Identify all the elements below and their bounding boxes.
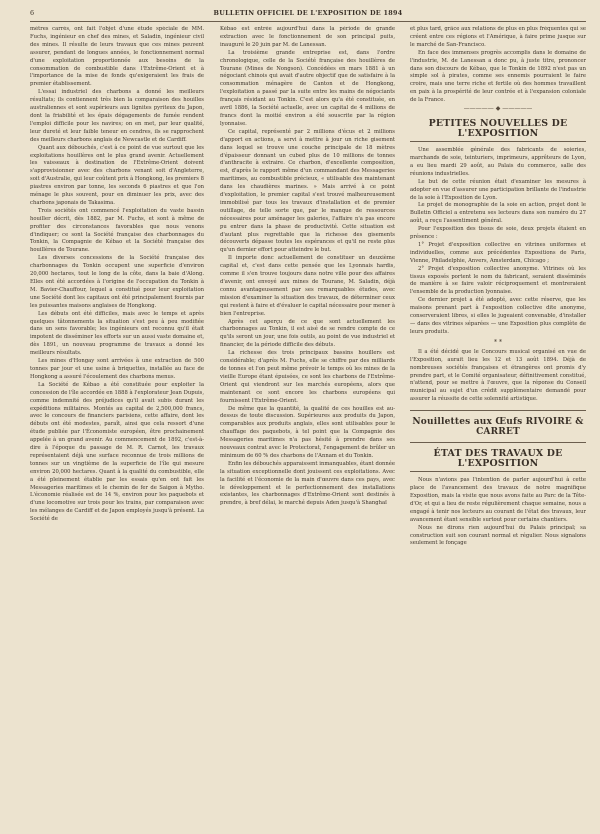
paragraph: Kébao est entrée aujourd'hui dans la période de grande extraction avec le fonctionnement de son principal puits, inauguré le 20 juin par M. de Lanessan. bbox=[220, 26, 395, 48]
paragraph: Les diverses concessions de la Société française des charbonnages du Tonkin occupent une superficie d'environ 20,000 hectares, tout le long de la côte, dans la baie d'Along. Elles ont été accordées à l'origine de l'occupation du Tonkin à M. Bavier-Chauffour, lequel a constitué pour leur exploitation une Société dont les capitaux ont été principalement fournis par les puissantes maisons anglaises de Hongkong. bbox=[30, 255, 204, 309]
paragraph: L'essai industriel des charbons a donné les meilleurs résultats; ils contiennent très bien la comparaison des houilles australiennes et sont supérieurs aux lignites pyriteux du Japon, dont la friabilité et les épais dégagements de fumée rendent l'emploi difficile pour les navires; on en met, par leur qualité, leur dureté et leur faible teneur en cendres, ils se rapprochent des meilleurs charbons anglais de Newcastle et de Cardiff. bbox=[30, 89, 204, 143]
paragraph: Une assemblée générale des fabricants de soieries, marchands de soie, teinturiers, imprimeurs, apprêteurs de Lyon, a eu lieu mardi 29 août, au Palais du commerce, salle des réunions industrielles. bbox=[410, 147, 586, 177]
stars-separator: * * bbox=[494, 338, 502, 346]
bulletin-title: BULLETIN OFFICIEL DE L'EXPOSITION DE 1894 bbox=[213, 9, 403, 17]
paragraph: Quant aux débouchés, c'est à ce point de vue surtout que les exploitations houillères ont le plus grand avenir. Actuellement les vaisseaux à destination de l'Extrême-Orient doivent s'approvisionner avec des charbons venant soit d'Angleterre, soit d'Australie, qui leur coûtent prix à Hongkong, les premiers 8 piastres environ par tonne, les seconds 6 piastres et que l'on ménage le plus souvent, pour en diminuer les prix, avec des charbons japonais de Takasima. bbox=[30, 144, 204, 206]
section-heading-etat-des-travaux: ÉTAT DES TRAVAUX DE L'EXPOSITION bbox=[410, 449, 586, 472]
page-number: 6 bbox=[30, 9, 35, 17]
section-heading-petites-nouvelles: PETITES NOUVELLES DE L'EXPOSITION bbox=[410, 119, 586, 142]
paragraph: La troisième grande entreprise est, dans l'ordre chronologique, celle de la Société française des houillères de Tourane (Mines de Nongson). Concédées en mars 1881 à un négociant chinois qui avait d'autre objectif que de satisfaire à la consommation ménagère de Canton et de Hongkong, l'exploitation a passé par la suite entre les mains de négociants français résidant au Tonkin. C'est alors qu'a été constituée, en avril 1886, la Société actuelle, avec un capital de 4 millions de francs dont la moitié environ a été souscrite par la région lyonnaise. bbox=[220, 49, 395, 127]
paragraph: Il a été décidé que le Concours musical organisé en vue de l'Exposition, aurait lieu les 12 et 13 août 1894. Déjà de nombreuses sociétés françaises et étrangères ont promis d'y prendre part, et le Comité organisateur, définitivement constitué, n'attend, pour se mettre à l'œuvre, que la réponse du Conseil municipal au sujet d'un crédit supplémentaire demandé pour assurer la réussite de cette solennité artistique. bbox=[410, 348, 586, 403]
paragraph: Les mines d'Hongay sont arrivées à une extraction de 500 tonnes par jour et une usine à briquettes, installée au face de Hongkong a assuré l'écoulement des charbons menus. bbox=[30, 358, 204, 380]
paragraph: 1° Projet d'exposition collective en vitrines uniformes et individuelles, comme aux précédentes Expositions de Paris, Vienne, Philadelphie, Anvers, Amsterdam, Chicago ; bbox=[410, 241, 586, 264]
paragraph: Pour l'exposition des tissus de soie, deux projets étaient en présence : bbox=[410, 226, 586, 241]
section-divider-ornament: ————— ◆ ————— bbox=[463, 105, 533, 113]
paragraph: Ce capital, représenté par 2 millions d'écus et 2 millions d'apport en actions, a servi à mettre à jour un riche gisement dans lequel se trouve une couche principale de 18 mètres d'épaisseur donnant un cubed plus de 10 millions de tonnes d'anthracite à extraire. Ce charbon, d'excellente composition, est, d'après le rapport même d'un commandant des Messageries maritimes, au combustible précieux, « utilisable des maintenant dans les chaudières marines. » Mais arrivé à ce point d'exploitation, le premier capital s'est trouvé malheureusement immobilisé par tous les travaux d'installation et de premier outillage, de telle sorte que, par le manque de ressources nécessaires pour aménager les galeries, l'affaire n'a pas encore pu entrer dans la phase de productivité. Cette situation est d'autant plus regrettable que la richesse des gisements découverts dépasse toutes les espérances et qu'il ne reste plus qu'un dernier effort pour atteindre le but. bbox=[220, 128, 395, 254]
header-rule bbox=[30, 21, 586, 22]
paragraph: Il importe donc actuellement de constituer un deuxième capital et, c'est dans cette pensée que les Lyonnais hardis, comme il s'en trouve toujours dans notre ville pour des affaires d'avenir, ont envoyé aux mines de Tourane, M. Saladin, déjà connu avantageusement par ses remarquables études, avec mission d'examiner la situation des travaux, de déterminer ceux qui restent à faire et d'évaluer le capital nécessaire pour mener à bien l'entreprise. bbox=[220, 255, 395, 317]
column-middle bbox=[220, 26, 395, 826]
paragraph: mètres carrés, ont fait l'objet d'une étude spéciale de MM. Fuchs, ingénieur en chef des mines, et Saladin, ingénieur civil des mines. Il résulte de leurs travaux que ces mines peuvent assurer, pendant de longues années, le fonctionnement normal d'une exploitation proportionnée aux besoins de la consommation de combustible dans l'Extrême-Orient et à l'importance de la mise de fonds qu'exigeraient les frais de premier établissement. bbox=[30, 26, 204, 88]
paragraph: En face des immenses progrès accomplis dans le domaine de l'industrie, M. de Lanessan a donc pu, à juste titre, prononcer dans son discours de Kébao, que le Tonkin de 1892 n'est pas un simple sol à pirates, comme ses ennemis pourraient le faire croire, mais une terre riche et fertile où des hommes travaillent en paix à la prospérité de leur contrée et à l'expansion coloniale de la France. bbox=[410, 49, 586, 104]
paragraph: Après cet aperçu de ce que sont actuellement les charbonnages au Tonkin, il est aisé de se rendre compte de ce qu'ils seront un jour, une fois outils, au point de vue industriel et financier, de la période difficile des débuts. bbox=[220, 318, 395, 349]
advert-heading-nouillettes: Nouillettes aux Œufs RIVOIRE & CARRET bbox=[412, 417, 584, 438]
paragraph: 2° Projet d'exposition collective anonyme. Vitrines où les tissus exposés portent le nom du fabricant, seraient disséminés de manière à se faire valoir réciproquement et montreraient l'ensemble de la production lyonnaise. bbox=[410, 265, 586, 296]
paragraph: De même que la quantité, la qualité de ces houilles est au-dessus de toute discussion. Supérieures aux produits du Japon, comparables aux produits anglais, elles sont utilisables pour le chauffage des paquebots, à tel point que la Compagnie des Messageries maritimes n'a pas hésité à prendre dans ses nouveaux contrat avec le Protectorat, l'engagement de brûler un minimum de 60 % des charbons de l'Annam et du Tonkin. bbox=[220, 405, 395, 459]
paragraph: Ce dernier projet a été adopté, avec cette réserve, que les maisons prenant part à l'exposition collective dite anonyme, conserveraient libres, si elles le jugeaient convenable, d'installer — dans des vitrines séparées — une Exposition plus complète de leurs produits. bbox=[410, 297, 586, 335]
paragraph: Nous n'avions pas l'intention de parler aujourd'hui à cette place de l'avancement des travaux de notre magnifique Exposition, mais la visite que nous avons faite au Parc de la Tête-d'Or, et qui a lieu de reste régulièrement chaque semaine, nous a engagé à tenir nos lecteurs au courant de l'état des travaux, leur avancement étant sensible surtout pour certains chantiers. bbox=[410, 477, 586, 523]
paragraph: La Société de Kébao a été constituée pour exploiter la concession de l'île accordée en 1888 à l'explorateur Jean Dupuis, comme indemnité des préjudices qu'il avait subis durant les expéditions militaires. Montés au capital de 2,500,000 francs, avec le concours de financiers parisiens, cette affaire, dont les débuts ont été modestes, paraît, ainsi que cela ressort d'une étude publiée par l'Économiste européen, être prochainement appelée à un grand avenir. Au commencement de 1892, c'est-à-dire à l'époque du passage de M. R. Carnot, les travaux représentaient déjà une surface reconnue de trois millions de tonnes sur un vingtième de la superficie de l'île qui mesure environ 20,000 hectares. Quant à la qualité du combustible, elle a été pleinement établie par les essais qu'en ont fait les Messageries maritimes et le chemin de fer de Saigon à Mytho. L'économie réalisée est de 14 %, environ pour les paquebots et d'une locomotive sur trois pour les trains, par comparaison avec les mélanges de Cardiff et de Japon employés jusqu'à présent. La Société de bbox=[30, 381, 204, 523]
paragraph: Les débuts ont été difficiles, mais avec le temps et après quelques tâtonnements la situation s'est peu à peu modifiée dans un sens favorable; les ingénieurs ont reconnu qu'il était impotent de disséminer les efforts sur un aussi vaste domaine et, dès 1891, un nouveau programme de travaux a donné les meilleurs résultats. bbox=[30, 310, 204, 357]
paragraph: Trois sociétés ont commencé l'exploitation du vaste bassin houiller décrit, dès 1882, par M. Fuchs, et sont à même de profiter des circonstances favorables que nous venons d'indiquer; ce sont la Société française des charbonnages du Tonkin, la Compagnie de Kébao et la Société française des houillères de Tourane. bbox=[30, 207, 204, 254]
rule-top bbox=[410, 410, 586, 411]
rule-bottom bbox=[410, 442, 586, 443]
paragraph: Nous ne dirons rien aujourd'hui du Palais principal; sa construction suit son courant normal et régulier. Nous signalons seulement le fonçage bbox=[410, 524, 586, 547]
paragraph: Enfin les débouchés apparaissent inmanquables, étant donnée la situation exceptionnelle dont jouissent ces exploitations. Avec la facilité et l'économie de la main d'œuvre dans ces pays, avec le développement et le perfectionnement des installations existantes, les charbonnages d'Extrême-Orient sont destinés à prendre, à bref délai, le marché depuis Aden jusqu'à Shanghaï bbox=[220, 460, 395, 507]
paragraph: La richesse des trois principaux bassins houillers est considérable; d'après M. Fuchs, elle se chiffre par des milliards de tonnes et l'on peut même prévoir le temps où les mines de la vieille Europe étant épuisées, ce sont les charbons de l'Extrême-Orient qui viendront sur les marchés européens, alors que maintenant ce sont encore les charbons européens qui fournissent l'Extrême-Orient. bbox=[220, 350, 395, 404]
column-right bbox=[410, 26, 586, 826]
column-left bbox=[30, 26, 204, 826]
paragraph: Le projet de monographie de la soie en action, projet dont le Bulletin Officiel a entretenu ses lecteurs dans son numéro du 27 août, a reçu l'assentiment général. bbox=[410, 202, 586, 225]
paragraph: Le but de cette réunion était d'examiner les mesures à adopter en vue d'assurer une participation brillante de l'industrie de la soie à l'Exposition de Lyon. bbox=[410, 178, 586, 201]
paragraph: et plus tard, grâce aux relations de plus en plus fréquentes qui se créent entre ces régions et l'Amérique, à faire prime jusque sur le marché de San-Francisco. bbox=[410, 26, 586, 48]
